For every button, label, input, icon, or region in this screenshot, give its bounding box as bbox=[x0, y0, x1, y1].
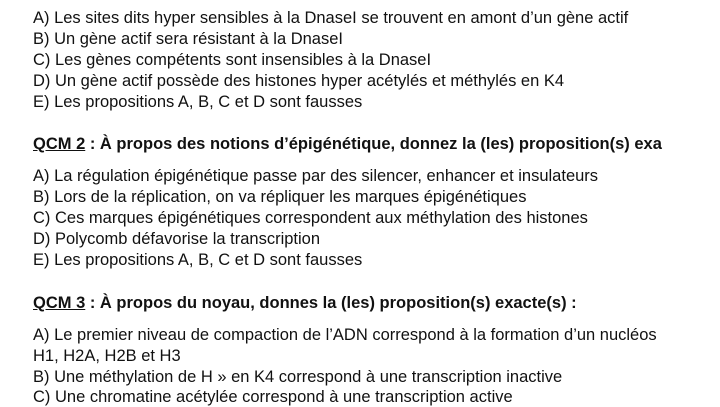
option-b: B) Un gène actif sera résistant à la DnaseI bbox=[33, 30, 343, 48]
qcm3-option-a: A) Le premier niveau de compaction de l’ADN correspond à la formation d’un nucléos bbox=[33, 326, 657, 344]
qcm2-option-e: E) Les propositions A, B, C et D sont fausses bbox=[33, 251, 363, 269]
option-d: D) Un gène actif possède des histones hyper acétylés et méthylés en K4 bbox=[33, 72, 565, 90]
qcm3-heading bbox=[33, 293, 577, 313]
qcm3-option-a-continued: H1, H2A, H2B et H3 bbox=[33, 347, 181, 365]
qcm2-option-b: B) Lors de la réplication, on va répliquer les marques épigénétiques bbox=[33, 188, 527, 206]
qcm2-title: : À propos des notions d’épigénétique, donnez la (les) proposition(s) exa bbox=[85, 135, 662, 153]
qcm3-number: QCM 3 bbox=[33, 294, 86, 312]
option-a: A) Les sites dits hyper sensibles à la DnaseI se trouvent en amont d’un gène actif bbox=[33, 9, 629, 27]
qcm2-option-c: C) Ces marques épigénétiques correspondent aux méthylation des histones bbox=[33, 209, 588, 227]
qcm2-option-a: A) La régulation épigénétique passe par des silencer, enhancer et insulateurs bbox=[33, 167, 599, 185]
qcm2-heading bbox=[33, 134, 662, 154]
option-e: E) Les propositions A, B, C et D sont fausses bbox=[33, 93, 363, 111]
qcm2-number: QCM 2 bbox=[33, 135, 86, 153]
qcm3-option-b: B) Une méthylation de H » en K4 correspond à une transcription inactive bbox=[33, 368, 563, 386]
qcm3-title: : À propos du noyau, donnes la (les) proposition(s) exacte(s) : bbox=[85, 294, 577, 312]
qcm3-option-c: C) Une chromatine acétylée correspond à une transcription active bbox=[33, 388, 513, 406]
option-c: C) Les gènes compétents sont insensibles à la DnaseI bbox=[33, 51, 432, 69]
qcm2-option-d: D) Polycomb défavorise la transcription bbox=[33, 230, 321, 248]
